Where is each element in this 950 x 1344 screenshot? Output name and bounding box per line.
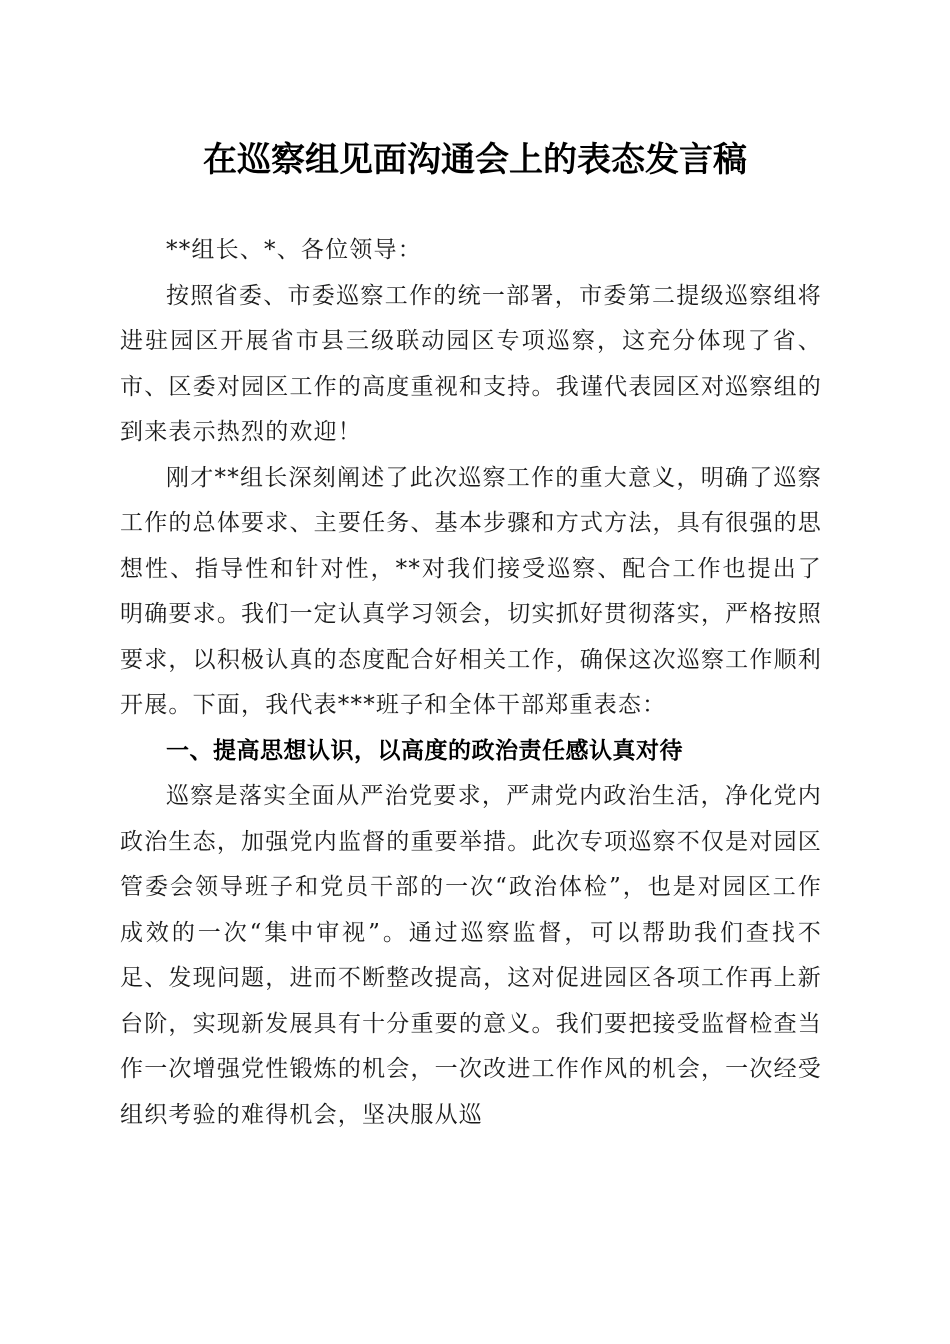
section-heading: 一、提高思想认识，以高度的政治责任感认真对待 (166, 737, 683, 764)
paragraph-commitment: 刚才**组长深刻阐述了此次巡察工作的重大意义，明确了巡察工作的总体要求、主要任务、基本步骤和方式方法，具有很强的思想性、指导性和针对性，**对我们接受巡察、配合工作也提出了明确要求。我们一定认真学习领会，切实抓好贯彻落实，严格按照要求，以积极认真的态度配合好相关工作，确保这次巡察工作顺利开展。下面，我代表***班子和全体干部郑重表态： (120, 464, 822, 718)
paragraph-intro: 按照省委、市委巡察工作的统一部署，市委第二提级巡察组将进驻园区开展省市县三级联动园区专项巡察，这充分体现了省、市、区委对园区工作的高度重视和支持。我谨代表园区对巡察组的到来表示热烈的欢迎！ (120, 282, 822, 445)
section-paragraph: 巡察是落实全面从严治党要求，严肃党内政治生活，净化党内政治生态，加强党内监督的重要举措。此次专项巡察不仅是对园区管委会领导班子和党员干部的一次“政治体检”，也是对园区工作成效的一次“集中审视”。通过巡察监督，可以帮助我们查找不足、发现问题，进而不断整改提高，这对促进园区各项工作再上新台阶，实现新发展具有十分重要的意义。我们要把接受监督检查当作一次增强党性锻炼的机会，一次改进工作作风的机会，一次经受组织考验的难得机会，坚决服从巡 (120, 783, 822, 1128)
salutation: **组长、*、各位领导： (166, 237, 422, 263)
document-title: 在巡察组见面沟通会上的表态发言稿 (203, 140, 747, 180)
document-body (120, 228, 822, 1138)
